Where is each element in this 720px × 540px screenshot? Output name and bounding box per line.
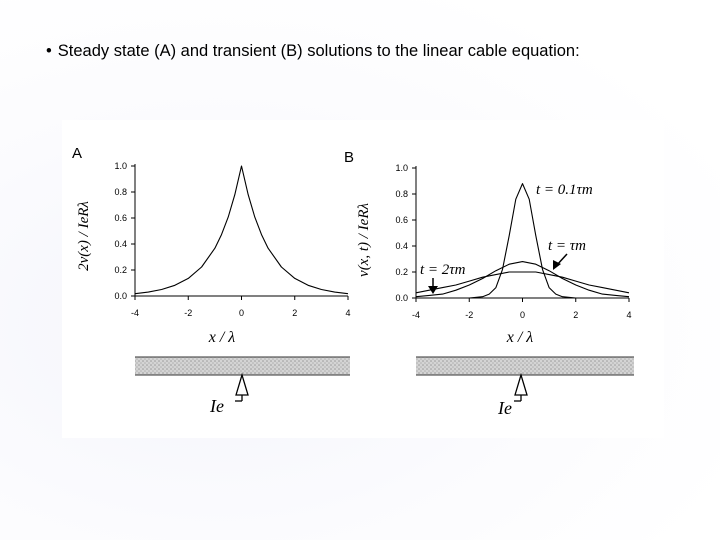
annotation-t-2tau: t = 2τm [420,262,466,278]
arrow-t-tau-icon [553,254,567,270]
cable-figure-svg [62,120,664,438]
panel-a-y-tick-label: 0.0 [114,291,127,301]
panel-b-y-tick-label: 0.8 [395,189,408,199]
electrode-b-icon [514,375,527,401]
cable-b [416,357,634,418]
annotation-t-0.1tau: t = 0.1τm [536,182,593,198]
panel-a-y-tick-label: 1.0 [114,161,127,171]
panel-b-label: B [344,149,355,166]
panel-a-ylabel: 2v(x) / IeRλ [76,201,92,271]
panel-a-x-tick-label: -4 [130,308,140,318]
bullet-line [46,42,580,61]
panel-a-y-tick-label: 0.6 [114,213,127,223]
cable-b-current-label: Ie [498,398,512,418]
panel-b-x-tick-label: 0 [519,310,526,320]
figure-panel [62,120,664,438]
panel-a-series-line-0 [135,166,348,294]
panel-a-y-tick-label: 0.4 [114,239,127,249]
panel-a-label: A [72,145,83,162]
panel-a-x-tick-label: 2 [292,308,298,318]
panel-b-xlabel: x / λ [506,329,534,346]
panel-b-y-tick-label: 0.0 [395,293,408,303]
panel-b-series-line-0 [416,184,629,298]
panel-b-y-tick-label: 1.0 [395,163,408,173]
panel-a-x-tick-label: -2 [184,308,193,318]
panel-b-y-tick-label: 0.4 [395,241,408,251]
panel-a-y-tick-label: 0.8 [114,187,127,197]
panel-b-ylabel: v(x, t) / IeRλ [356,203,372,277]
panel-b-y-tick-label: 0.6 [395,215,408,225]
panel-a-x-tick-label: 4 [345,308,351,318]
panel-a-y-tick-label: 0.2 [114,265,127,275]
cable-a-current-label: Ie [210,396,224,416]
panel-b-x-tick-label: 2 [573,310,579,320]
panel-b-y-tick-label: 0.2 [395,267,408,277]
arrow-t-2tau-icon [428,278,438,294]
bullet-text: Steady state (A) and transient (B) solutions to the linear cable equation: [57,42,580,60]
panel-b-x-tick-label: -2 [465,310,474,320]
electrode-a-icon [235,375,248,401]
cable-a [135,357,350,416]
annotation-t-tau: t = τm [548,238,586,254]
panel-a-x-tick-label: 0 [238,308,245,318]
panel-b-x-tick-label: -4 [411,310,421,320]
panel-a-xlabel: x / λ [208,329,236,346]
bullet-dot: • [46,42,52,60]
panel-b-x-tick-label: 4 [626,310,632,320]
